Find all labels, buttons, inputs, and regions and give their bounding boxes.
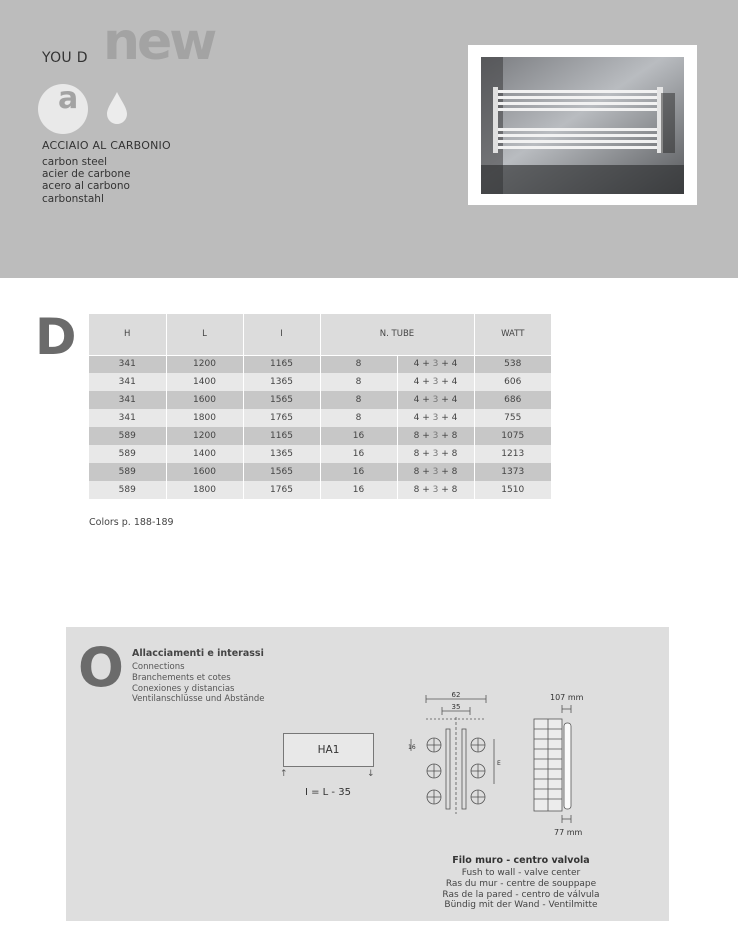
tube-split-gap: 3	[432, 449, 439, 459]
cell-tubes: 8	[320, 355, 397, 373]
model-name: YOU D	[42, 50, 88, 66]
table-row	[89, 373, 551, 391]
connections-translation: Ventilanschlüsse und Abstände	[132, 694, 265, 705]
material-translation: acier de carbone	[42, 168, 131, 181]
cell-watt: 686	[474, 391, 551, 409]
cell-tubes: 8	[320, 391, 397, 409]
tube-split-gap: 3	[432, 467, 439, 477]
dim-35: 35	[451, 703, 461, 711]
cell-i: 1565	[243, 463, 320, 481]
cell-l: 1600	[166, 463, 243, 481]
cell-tube-split: 8 + 3 + 8	[397, 481, 474, 499]
cell-i: 1765	[243, 409, 320, 427]
material-translation: carbon steel	[42, 156, 108, 168]
cell-tube-split: 8 + 3 + 8	[397, 445, 474, 463]
cell-h: 341	[89, 355, 166, 373]
col-header-h: H	[89, 314, 166, 355]
connections-translation: Connections	[132, 662, 185, 672]
arrow-up-icon: ↑	[280, 769, 288, 779]
cell-h: 589	[89, 445, 166, 463]
cell-i: 1365	[243, 373, 320, 391]
cell-tubes: 16	[320, 427, 397, 445]
cell-i: 1765	[243, 481, 320, 499]
connections-title: Allacciamenti e interassi	[132, 648, 264, 659]
cell-watt: 1373	[474, 463, 551, 481]
product-photo-frame	[468, 45, 697, 205]
flush-wall-translation: Fush to wall - valve center	[461, 868, 581, 878]
table-body	[89, 355, 551, 499]
section-letter-o: O	[78, 636, 124, 699]
material-badge-letter: a	[58, 81, 79, 116]
cell-h: 341	[89, 373, 166, 391]
col-header-watt: WATT	[474, 314, 551, 355]
cell-i: 1365	[243, 445, 320, 463]
cell-h: 589	[89, 481, 166, 499]
tube-split-gap: 3	[432, 359, 439, 370]
cell-l: 1200	[166, 355, 243, 373]
cell-l: 1200	[166, 427, 243, 445]
tube-split-bottom: 8	[451, 485, 458, 495]
cell-h: 589	[89, 463, 166, 481]
ha1-box: HA1	[283, 733, 374, 767]
cell-i: 1565	[243, 391, 320, 409]
tube-split-top: 4	[413, 413, 420, 423]
connections-translation: Conexiones y distancias	[132, 683, 235, 694]
tube-split-top: 4	[413, 359, 420, 370]
col-header-l: L	[166, 314, 243, 355]
tube-split-gap: 3	[432, 413, 439, 423]
flush-wall-translation: Ras du mur - centre de souppape	[445, 878, 597, 889]
cell-tube-split: 4 + 3 + 4	[397, 355, 474, 373]
cell-tubes: 8	[320, 373, 397, 391]
connection-diagram	[406, 689, 506, 819]
new-logo: new	[103, 12, 215, 72]
table-row	[89, 481, 551, 499]
tube-split-gap: 3	[432, 395, 439, 405]
dim-e: E	[497, 760, 501, 767]
tube-split-top: 4	[413, 395, 420, 405]
tube-split-gap: 3	[432, 485, 439, 495]
tube-split-gap: 3	[432, 431, 439, 441]
cell-watt: 1510	[474, 481, 551, 499]
flush-wall-translation: Bündig mit der Wand - Ventilmitte	[444, 900, 598, 911]
cell-i: 1165	[243, 427, 320, 445]
cell-watt: 1213	[474, 445, 551, 463]
tube-split-bottom: 4	[451, 395, 458, 405]
cell-l: 1800	[166, 481, 243, 499]
tube-split-top: 8	[413, 485, 420, 495]
cell-tube-split: 8 + 3 + 8	[397, 427, 474, 445]
cell-watt: 1075	[474, 427, 551, 445]
connections-translation: Branchements et cotes	[132, 672, 231, 683]
tube-split-top: 4	[413, 377, 420, 387]
cell-h: 341	[89, 409, 166, 427]
cell-l: 1400	[166, 373, 243, 391]
cell-watt: 606	[474, 373, 551, 391]
tube-split-bottom: 8	[451, 467, 458, 477]
col-header-i: I	[243, 314, 320, 355]
cell-tube-split: 4 + 3 + 4	[397, 391, 474, 409]
interaxis-formula: I = L - 35	[305, 787, 351, 798]
tube-split-gap: 3	[432, 377, 439, 387]
dimensions-table	[89, 314, 551, 499]
cell-l: 1600	[166, 391, 243, 409]
water-drop-icon	[104, 90, 130, 124]
cell-h: 589	[89, 427, 166, 445]
table-row	[89, 427, 551, 445]
table-row	[89, 463, 551, 481]
flush-wall-title: Filo muro - centro valvola	[452, 855, 590, 866]
cell-watt: 755	[474, 409, 551, 427]
arrow-down-icon: ↓	[367, 769, 375, 779]
cell-tubes: 16	[320, 445, 397, 463]
cell-tubes: 16	[320, 481, 397, 499]
cell-tube-split: 4 + 3 + 4	[397, 409, 474, 427]
material-translations	[42, 156, 130, 205]
tube-split-bottom: 4	[451, 377, 458, 387]
flush-wall-translation: Ras de la pared - centro de válvula	[442, 889, 600, 900]
dim-77: 77 mm	[554, 828, 583, 837]
cell-tube-split: 4 + 3 + 4	[397, 373, 474, 391]
wall-profile-diagram	[526, 689, 606, 839]
table-row	[89, 355, 551, 373]
product-photo	[481, 57, 684, 194]
cell-tubes: 16	[320, 463, 397, 481]
tube-split-top: 8	[413, 431, 420, 441]
tube-split-bottom: 8	[451, 431, 458, 441]
tube-split-bottom: 4	[451, 413, 458, 423]
connections-panel	[66, 627, 669, 921]
dim-16: 16	[408, 744, 416, 751]
cell-i: 1165	[243, 355, 320, 373]
material-translation: acero al carbono	[42, 180, 130, 193]
tube-split-bottom: 8	[451, 449, 458, 459]
dim-107: 107 mm	[550, 693, 584, 702]
cell-l: 1800	[166, 409, 243, 427]
table-row	[89, 409, 551, 427]
cell-l: 1400	[166, 445, 243, 463]
section-letter-d: D	[35, 308, 77, 366]
dim-62: 62	[451, 691, 461, 699]
tube-split-top: 8	[413, 467, 420, 477]
cell-h: 341	[89, 391, 166, 409]
table-header-row	[89, 314, 551, 355]
table-row	[89, 391, 551, 409]
material-title: ACCIAIO AL CARBONIO	[42, 139, 171, 152]
flush-wall-translations	[426, 868, 616, 911]
connections-translations	[132, 662, 265, 705]
cell-watt: 538	[474, 355, 551, 373]
colors-note: Colors p. 188-189	[89, 517, 174, 528]
header-band	[0, 0, 738, 278]
material-translation: carbonstahl	[42, 192, 104, 205]
cell-tubes: 8	[320, 409, 397, 427]
cell-tube-split: 8 + 3 + 8	[397, 463, 474, 481]
table-row	[89, 445, 551, 463]
material-badge	[38, 81, 88, 134]
tube-split-top: 8	[413, 449, 420, 459]
tube-split-bottom: 4	[451, 359, 458, 370]
col-header-tubes: N. TUBE	[320, 314, 474, 355]
